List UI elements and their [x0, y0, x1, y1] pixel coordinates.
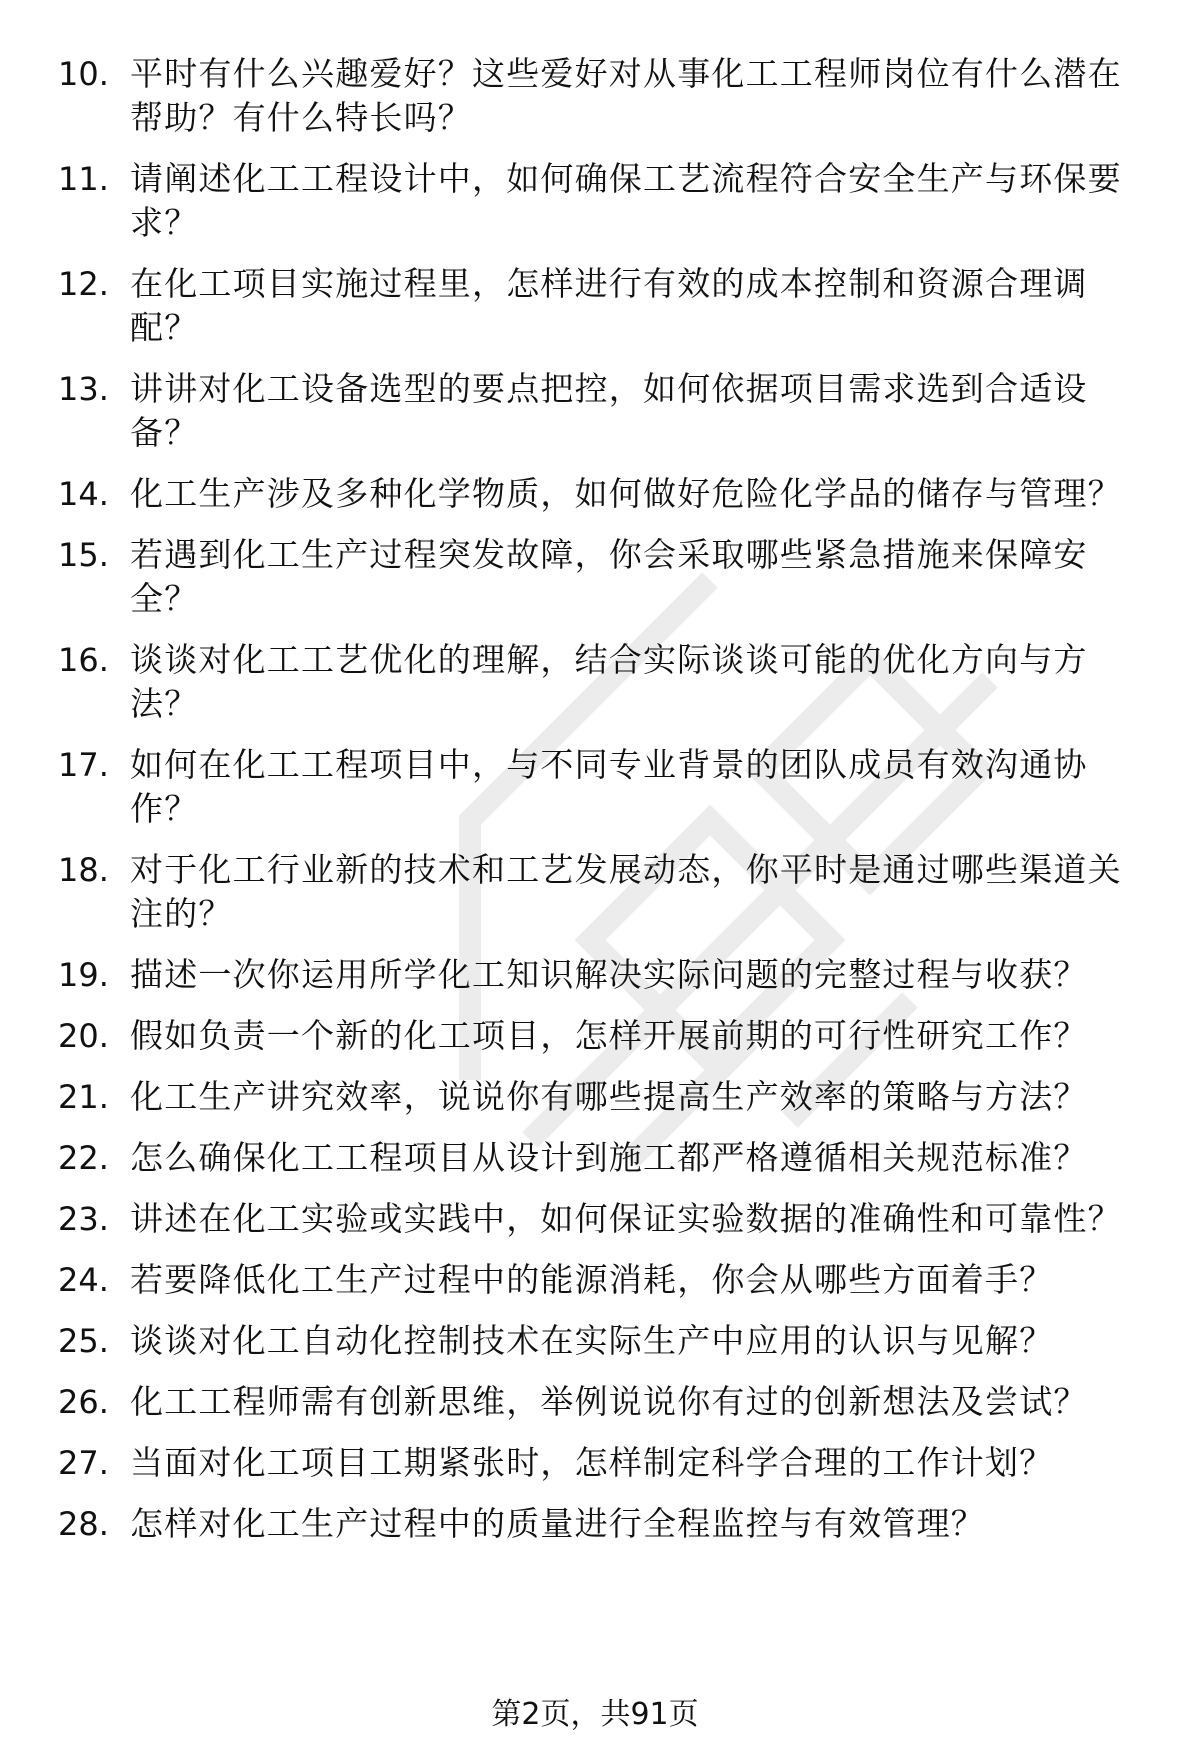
- question-item: [58, 157, 1148, 245]
- question-number: 14.: [58, 475, 109, 513]
- question-item: [58, 638, 1148, 726]
- question-number: 16.: [58, 641, 109, 679]
- question-number: 17.: [58, 746, 109, 784]
- question-number: 19.: [58, 956, 109, 994]
- question-text: 谈谈对化工工艺优化的理解，结合实际谈谈可能的优化方向与方法？: [130, 640, 1088, 723]
- page-footer: 第2页，共91页: [491, 1697, 699, 1732]
- question-item: [58, 1136, 1148, 1180]
- question-number: 15.: [58, 536, 109, 574]
- question-text: 描述一次你运用所学化工知识解决实际问题的完整过程与收获？: [130, 955, 1088, 994]
- question-item: [58, 1014, 1148, 1058]
- question-number: 21.: [58, 1078, 109, 1116]
- question-number: 28.: [58, 1505, 109, 1543]
- question-text: 对于化工行业新的技术和工艺发展动态，你平时是通过哪些渠道关注的？: [130, 850, 1122, 933]
- question-text: 谈谈对化工自动化控制技术在实际生产中应用的认识与见解？: [130, 1321, 1054, 1360]
- question-item: [58, 1075, 1148, 1119]
- question-item: [58, 262, 1148, 350]
- question-text: 若遇到化工生产过程突发故障，你会采取哪些紧急措施来保障安全？: [130, 535, 1088, 618]
- question-item: [58, 472, 1148, 516]
- question-number: 10.: [58, 55, 109, 93]
- question-item: [58, 533, 1148, 621]
- question-text: 讲述在化工实验或实践中，如何保证实验数据的准确性和可靠性？: [130, 1199, 1122, 1238]
- question-text: 化工生产涉及多种化学物质，如何做好危险化学品的储存与管理？: [130, 474, 1122, 513]
- question-item: [58, 367, 1148, 455]
- question-number: 12.: [58, 265, 109, 303]
- question-number: 23.: [58, 1200, 109, 1238]
- question-list: [58, 52, 1148, 1563]
- question-item: [58, 848, 1148, 936]
- question-item: [58, 1380, 1148, 1424]
- question-number: 11.: [58, 160, 109, 198]
- question-item: [58, 1258, 1148, 1302]
- question-item: [58, 1441, 1148, 1485]
- question-text: 怎么确保化工工程项目从设计到施工都严格遵循相关规范标准？: [130, 1138, 1088, 1177]
- question-text: 假如负责一个新的化工项目，怎样开展前期的可行性研究工作？: [130, 1016, 1088, 1055]
- question-number: 22.: [58, 1139, 109, 1177]
- question-item: [58, 1502, 1148, 1546]
- question-item: [58, 953, 1148, 997]
- question-text: 若要降低化工生产过程中的能源消耗，你会从哪些方面着手？: [130, 1260, 1054, 1299]
- question-text: 化工生产讲究效率，说说你有哪些提高生产效率的策略与方法？: [130, 1077, 1088, 1116]
- question-text: 请阐述化工工程设计中，如何确保工艺流程符合安全生产与环保要求？: [130, 159, 1122, 242]
- question-text: 当面对化工项目工期紧张时，怎样制定科学合理的工作计划？: [130, 1443, 1054, 1482]
- question-number: 26.: [58, 1383, 109, 1421]
- question-text: 讲讲对化工设备选型的要点把控，如何依据项目需求选到合适设备？: [130, 369, 1088, 452]
- question-text: 如何在化工工程项目中，与不同专业背景的团队成员有效沟通协作？: [130, 745, 1088, 828]
- question-number: 20.: [58, 1017, 109, 1055]
- question-item: [58, 1319, 1148, 1363]
- question-text: 平时有什么兴趣爱好？这些爱好对从事化工工程师岗位有什么潜在帮助？有什么特长吗？: [130, 54, 1122, 137]
- question-item: [58, 743, 1148, 831]
- question-number: 13.: [58, 370, 109, 408]
- question-number: 18.: [58, 851, 109, 889]
- question-number: 24.: [58, 1261, 109, 1299]
- question-number: 25.: [58, 1322, 109, 1360]
- question-item: [58, 1197, 1148, 1241]
- question-number: 27.: [58, 1444, 109, 1482]
- question-text: 化工工程师需有创新思维，举例说说你有过的创新想法及尝试？: [130, 1382, 1088, 1421]
- question-text: 怎样对化工生产过程中的质量进行全程监控与有效管理？: [130, 1504, 985, 1543]
- question-item: [58, 52, 1148, 140]
- question-text: 在化工项目实施过程里，怎样进行有效的成本控制和资源合理调配？: [130, 264, 1088, 347]
